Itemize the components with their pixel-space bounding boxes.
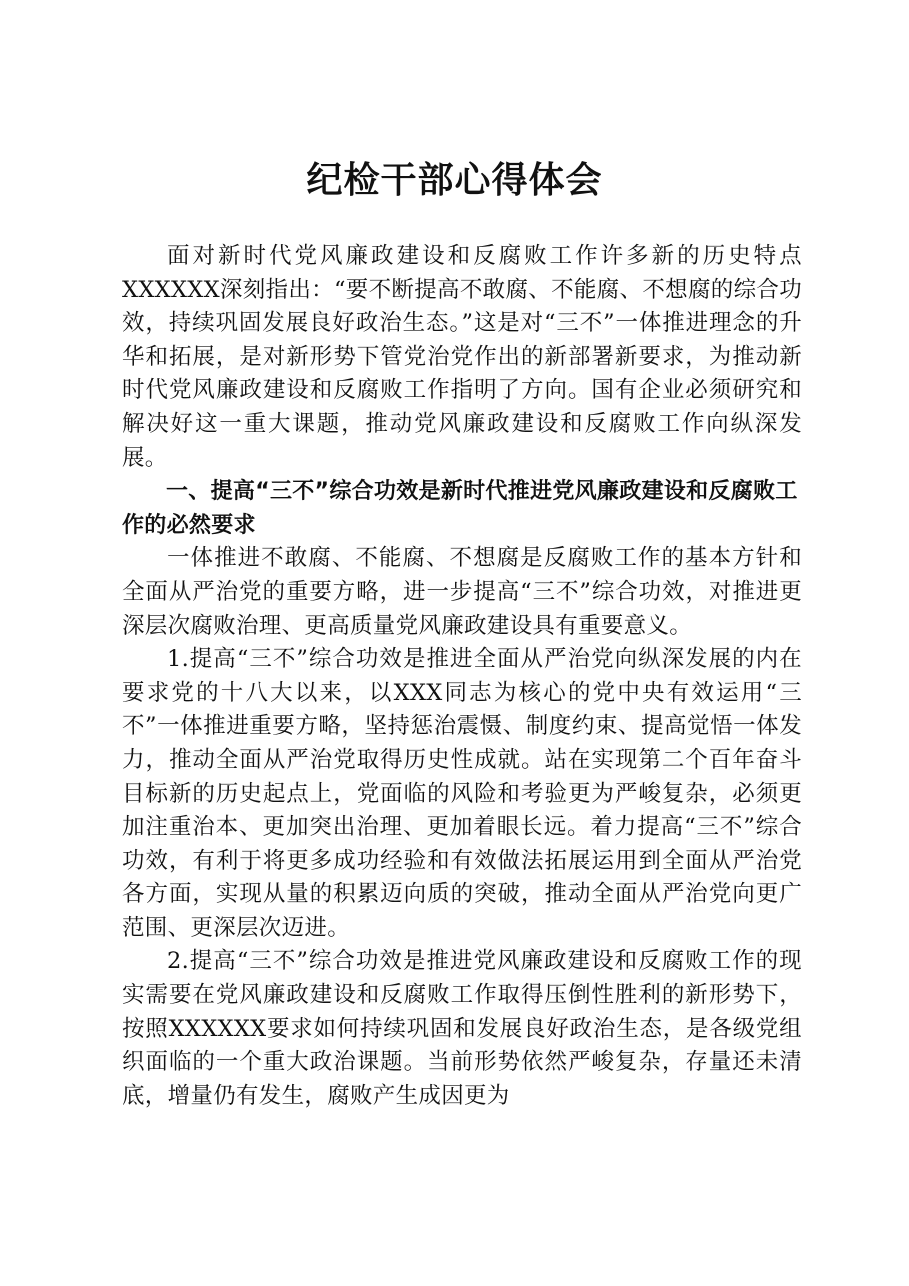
document-title: 纪检干部心得体会 [306,160,603,201]
point-1-paragraph: 1.提高“三不”综合功效是推进全面从严治党向纵深发展的内在要求党的十八大以来，以XXX同志为核心的党中央有效运用“三不”一体推进重要方略，坚持惩治震慑、制度约束、提高觉悟一体发力，推动全面从严治党取得历史性成就。站在实现第二个百年奋斗目标新的历史起点上，党面临的风险和考验更为严峻复杂，必须更加注重治本、更加突出治理、更加着眼长远。着力提高“三不”综合功效，有利于将更多成功经验和有效做法拓展运用到全面从严治党各方面，实现从量的积累迈向质的突破，推动全面从严治党向更广范围、更深层次迈进。 [122,646,802,941]
section-heading-1: 一、提高“三不”综合功效是新时代推进党风廉政建设和反腐败工作的必然要求 [122,479,798,538]
section-1-paragraph: 一体推进不敢腐、不能腐、不想腐是反腐败工作的基本方针和全面从严治党的重要方略，进一步提高“三不”综合功效，对推进更深层次腐败治理、更高质量党风廉政建设具有重要意义。 [122,545,802,639]
point-2-paragraph: 2.提高“三不”综合功效是推进党风廉政建设和反腐败工作的现实需要在党风廉政建设和反腐败工作取得压倒性胜利的新形势下，按照XXXXXX要求如何持续巩固和发展良好政治生态，是各级党组织面临的一个重大政治课题。当前形势依然严峻复杂，存量还未清底，增量仍有发生，腐败产生成因更为 [122,948,802,1109]
intro-paragraph: 面对新时代党风廉政建设和反腐败工作许多新的历史特点XXXXXX深刻指出：“要不断提高不敢腐、不能腐、不想腐的综合功效，持续巩固发展良好政治生态。”这是对“三不”一体推进理念的升华和拓展，是对新形势下管党治党作出的新部署新要求，为推动新时代党风廉政建设和反腐败工作指明了方向。国有企业必须研究和解决好这一重大课题，推动党风廉政建设和反腐败工作向纵深发展。 [122,243,802,471]
document-body [122,240,802,1113]
